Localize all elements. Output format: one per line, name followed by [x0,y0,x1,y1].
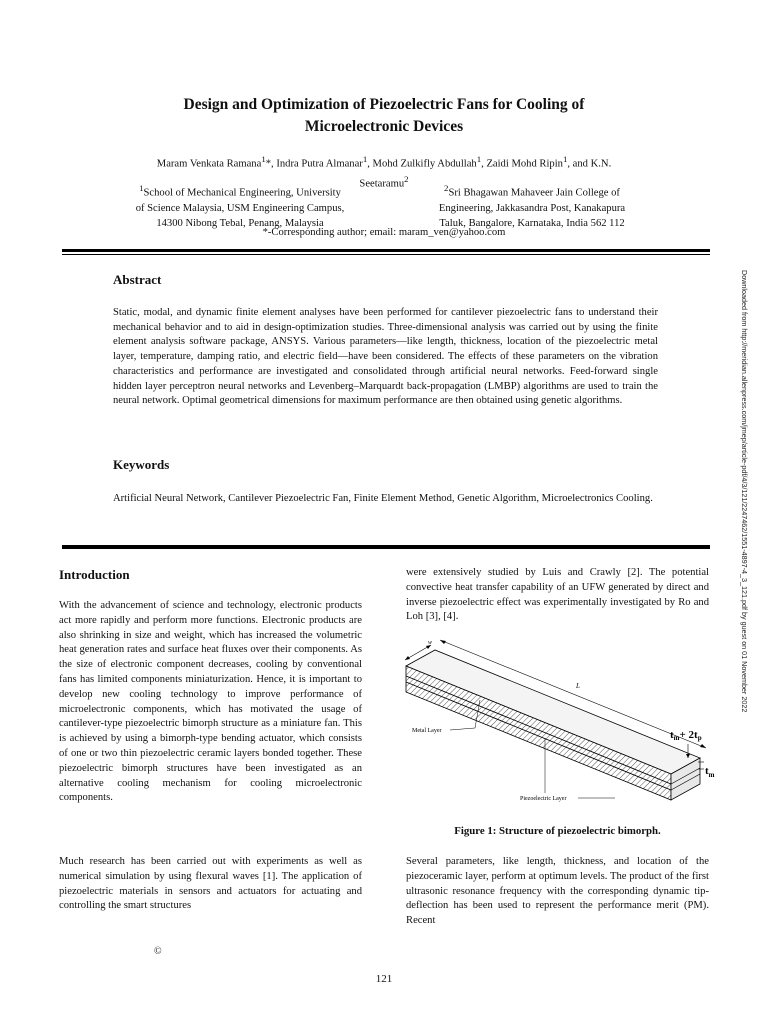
keywords-text: Artificial Neural Network, Cantilever Piezoelectric Fan, Finite Element Method, Genetic Algorithm, Microelectronics Cooling. [113,493,653,504]
author-sup: 1 [362,154,368,164]
author-text: Seetaramu [359,178,405,190]
author-sup: 1 [261,154,266,164]
affiliation-2 [400,181,664,231]
affiliation-1 [100,181,380,231]
width-label: w [428,640,433,646]
abstract-heading: Abstract [113,272,162,287]
t-symbol: t [670,729,674,741]
author-text: Maram Venkata Ramana [156,158,262,170]
author-text: , and K.N. [567,158,612,170]
author-text: , Mohd Zulkifly Abdullah [367,158,477,170]
affiliation-line: Taluk, Bangalore, Karnataka, India 562 112 [439,217,625,229]
metal-layer-leader [450,728,475,730]
right-paragraph-2 [406,855,709,929]
keywords-heading: Keywords [113,457,170,472]
divider-thick [62,546,710,549]
arrow-icon [405,656,410,660]
download-watermark-text: Downloaded from http://meridian.allenpress.com/jmep/article-pdf/4/3/121/2247462/1551-4897-4_3_121.pdf by guest on 01 November 2022 [740,270,749,713]
author-text: , Zaidi Mohd Ripin [481,158,563,170]
affiliation-line: Engineering, Jakkasandra Post, Kanakapura [438,202,626,214]
intro-paragraph-2 [59,855,362,914]
sub-m: m [673,734,680,742]
metal-layer-label: Metal Layer [412,728,442,734]
title-line-1: Design and Optimization of Piezoelectric Fans for Cooling of [183,96,585,113]
t-symbol: t [705,765,709,777]
corresponding-author: *-Corresponding author; email: maram_ven@yahoo.com [262,227,506,238]
affiliation-line: Sri Bhagawan Mahaveer Jain College of [448,187,620,199]
intro-paragraph-1 [59,599,362,806]
bimorph-figure [400,630,718,810]
top-divider [62,249,710,255]
copyright-mark: © [154,946,162,957]
figure-caption: Figure 1: Structure of piezoelectric bimorph. [454,825,661,837]
beam-top-face [406,650,700,774]
author-sup: 1 [562,154,568,164]
abstract-text: Static, modal, and dynamic finite element analyses have been performed for cantilever piezoelectric fans to understand their mechanical behavior and to aid in design-optimization studies. Three-dimensional analysis was carried out by using the finite element analysis software package, ANSYS. Various parameters—like length, thickness, location of the piezoelectric metal layer, temperature, damping ratio, and electric field—have been considered. The effects of these parameters on the vibration characteristics and performance are investigated and consolidated through artificial neural networks. Feed-forward single hidden layer perceptron neural networks and Levenberg–Marquardt back-propagation (LMBP) algorithms are used to train the neural network. Optimal geometrical dimensions for maximum performance are then obtained using genetic algorithms. [113,307,658,407]
affiliation-sup: 1 [139,183,144,193]
length-label: L [576,682,580,690]
author-sup: 2 [404,173,409,184]
affiliation-line: of Science Malaysia, USM Engineering Campus, [135,202,345,214]
paper-title [100,94,668,138]
paragraph-text: Several parameters, like length, thickness, and location of the piezoceramic layer, perform at optimum levels. The product of the first ultrasonic resonance frequency with the corresponding dynamic tip-deflection has been used to represent the performance merit (PM). Recent [406,856,709,927]
introduction-heading: Introduction [59,567,130,582]
sub-m: m [708,771,715,779]
thickness-total-label [670,729,702,742]
arrow-icon [440,640,446,644]
page-number: 121 [375,973,393,985]
download-watermark [737,270,749,750]
piezo-layer-label: Piezoelectric Layer [520,796,567,802]
bottom-divider [62,543,710,549]
right-paragraph-1 [406,566,709,625]
divider-thick [62,249,710,252]
metal-thickness-label [705,765,715,779]
sub-p: p [697,734,702,742]
arrow-icon [700,744,706,748]
author-sup: 1 [476,154,482,164]
divider-thin [62,254,710,255]
title-line-2: Microelectronic Devices [304,118,464,135]
paragraph-text: Much research has been carried out with experiments as well as numerical simulation by using flexural waves [1]. The application of piezoelectric materials in sensors and actuators for actuating and controlling the smart structures [59,856,362,912]
affiliation-sup: 2 [444,183,449,193]
paragraph-text: were extensively studied by Luis and Crawly [2]. The potential convective heat transfer capability of an UFW generated by direct and inverse piezoelectric effect was experimentally investigated by Ro and Loh [3], [4]. [406,567,709,623]
plus-two-t: + 2t [679,729,698,741]
affiliation-line: School of Mechanical Engineering, University [143,187,341,199]
paragraph-text: With the advancement of science and technology, electronic products act more rapidly and perform more functions. Electronic products are also shrinking in size and weight, which has increased the volumetric heat generation rates and surface heat fluxes over their components. As the size of electronic component decreases, cooling by conventional fans has limited components miniaturization. Hence, it is important to develop new cooling technology to improve performance of microelectronic components, which has motivated the usage of cantilever-type piezoelectric bimorph structure as a miniature fan. This is achieved by using a bimorph-type bending actuator, which consists of one or two thin piezoelectric ceramic layers bonded together. These piezoelectric bimorph structures have been investigated as an alternative cooling mechanism for cooling microelectronic components. [59,600,362,804]
affiliation-line: 14300 Nibong Tebal, Penang, Malaysia [156,217,324,229]
author-text: *, Indra Putra Almanar [265,158,363,170]
